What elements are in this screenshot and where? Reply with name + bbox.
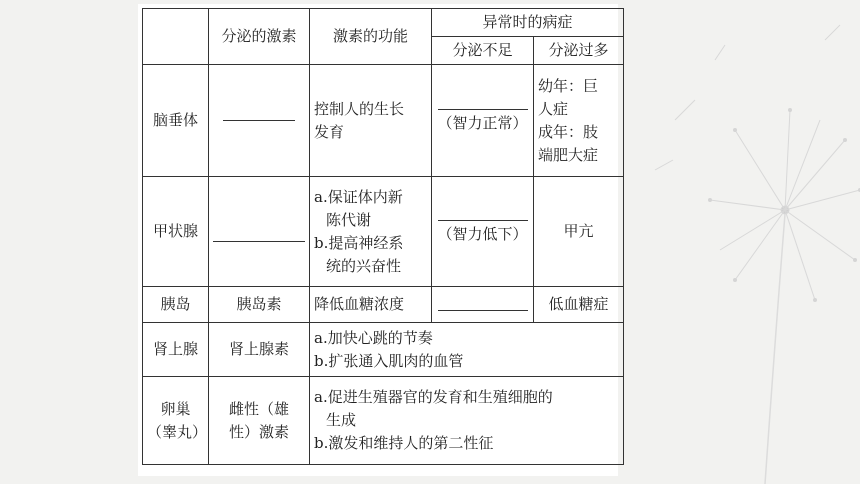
header-excess: 分泌过多: [534, 37, 624, 65]
header-hormone: 分泌的激素: [209, 9, 310, 65]
header-row: [143, 9, 624, 37]
gland-cell: 肾上腺: [143, 323, 209, 377]
table-row-adrenal: [143, 323, 624, 377]
deficiency-cell: （智力正常）: [432, 65, 534, 177]
answer-blank: [438, 310, 528, 311]
excess-cell: 甲亢: [534, 177, 624, 287]
hormone-blank-cell: [209, 65, 310, 177]
answer-blank: [438, 220, 528, 221]
hormone-blank-cell: [209, 177, 310, 287]
hormone-cell: 雌性（雄 性）激素: [209, 377, 310, 465]
table-row-thyroid: [143, 177, 624, 287]
gland-cell: 脑垂体: [143, 65, 209, 177]
deficiency-cell: （智力低下）: [432, 177, 534, 287]
function-cell: 降低血糖浓度: [310, 287, 432, 323]
excess-cell: 幼年：巨 人症 成年：肢 端肥大症: [534, 65, 624, 177]
answer-blank: [438, 109, 528, 110]
hormone-table: [142, 8, 624, 465]
table-row-ovary: [143, 377, 624, 465]
answer-blank: [213, 241, 305, 242]
function-cell: a.加快心跳的节奏 b.扩张通入肌肉的血管: [310, 323, 624, 377]
hormone-cell: 肾上腺素: [209, 323, 310, 377]
header-function: 激素的功能: [310, 9, 432, 65]
function-cell: a.促进生殖器官的发育和生殖细胞的 生成 b.激发和维持人的第二性征: [310, 377, 624, 465]
dandelion-decoration: [615, 0, 860, 484]
gland-cell: 胰岛: [143, 287, 209, 323]
gland-cell: 卵巢 （睾丸）: [143, 377, 209, 465]
header-corner-cell: [143, 9, 209, 65]
function-cell: 控制人的生长 发育: [310, 65, 432, 177]
excess-cell: 低血糖症: [534, 287, 624, 323]
gland-cell: 甲状腺: [143, 177, 209, 287]
table-row-islets: [143, 287, 624, 323]
deficiency-cell: [432, 287, 534, 323]
header-deficiency: 分泌不足: [432, 37, 534, 65]
hormone-cell: 胰岛素: [209, 287, 310, 323]
answer-blank: [223, 120, 295, 121]
function-cell: a.保证体内新 陈代谢 b.提高神经系 统的兴奋性: [310, 177, 432, 287]
table-row-pituitary: [143, 65, 624, 177]
header-abnormal: 异常时的病症: [432, 9, 624, 37]
